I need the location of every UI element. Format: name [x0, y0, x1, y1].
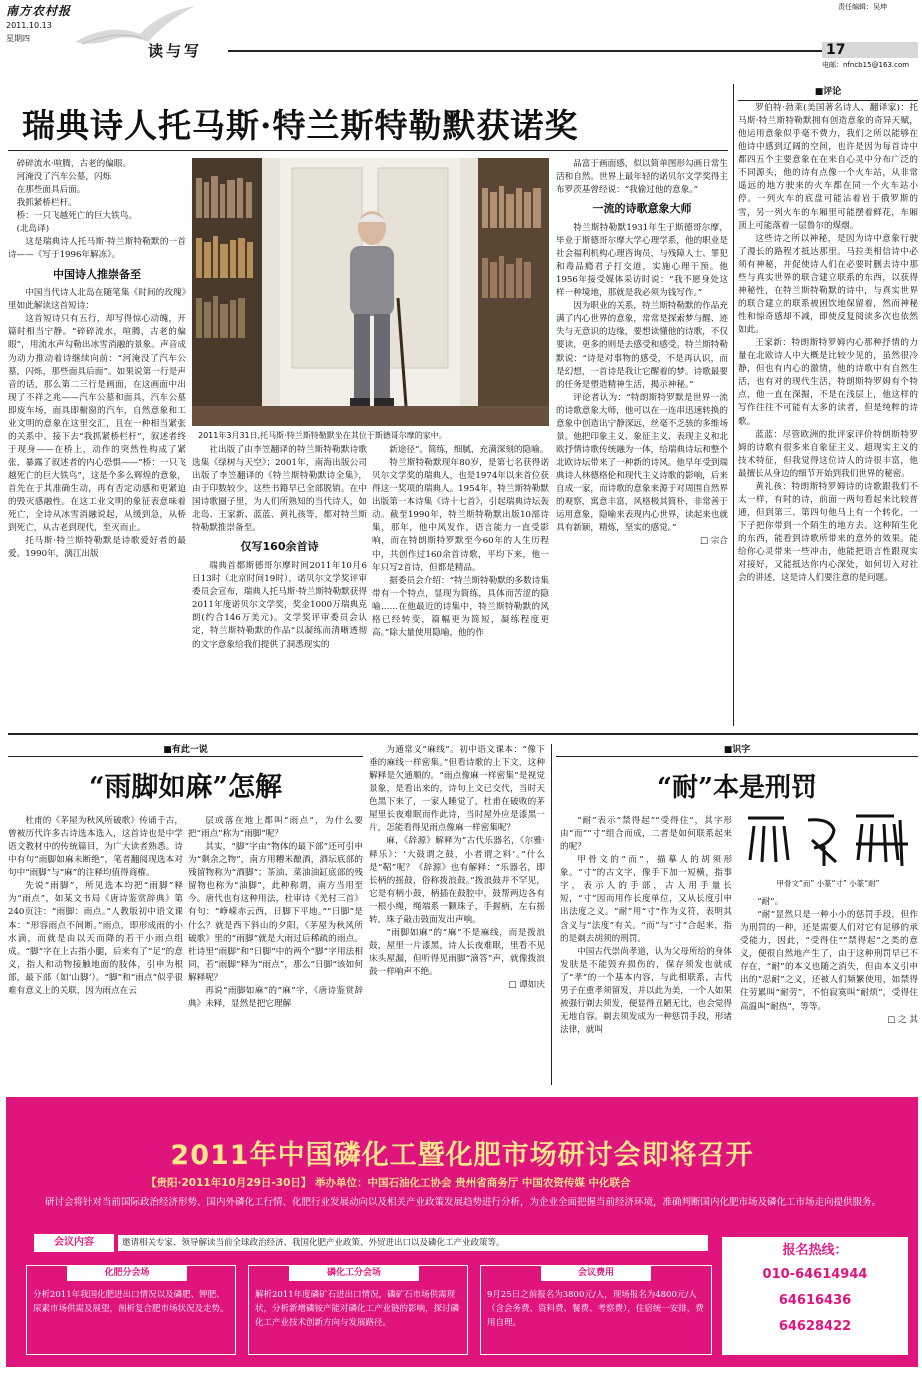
glyph-caption: 甲骨文“而” 小篆“寸” 小篆“耐” — [776, 879, 880, 888]
ad-box-label: 会议费用 — [541, 1265, 651, 1281]
poem-line: 桥：一只飞越死亡的巨大铁鸟。 — [16, 211, 137, 222]
ad-box-label: 磷化工分会场 — [289, 1265, 419, 1281]
main-col-3 — [372, 444, 549, 726]
paragraph: 据委员会介绍：“特兰斯特勒默的多数诗集带有一个特点，显现为简练，具体而苦涩的隐喻……在他最近的诗集中，特兰斯特勒默的风格已经转变，篇幅更为简短，凝练程度更高。”除大量使用隐喻，他的作 — [372, 575, 549, 638]
poem-line: 我抓紧桥栏杆。 — [16, 198, 77, 209]
main-col-4 — [556, 158, 728, 726]
masthead — [0, 0, 922, 69]
lower-left-col-2 — [188, 815, 363, 1085]
ad-box-label: 化肥分会场 — [67, 1265, 187, 1281]
byline: □ 谭如庆 — [508, 980, 545, 991]
poem-line: 河淹没了汽车公墓，闪烁 — [16, 172, 112, 183]
paragraph: 罗伯特·勃莱(美国著名诗人、翻译家)：托马斯·特兰斯特勒默拥有创造意象的奇异天赋，他运用意象似乎毫不费力，我们之所以能够在他诗中感到辽阔的空间，也许是因为每首诗中都四五个主要意象在在来自心灵中分布广泛的不同源头，他的诗有点像一个火车站，从非常遥远的地方驶来的火车都在同一个火车站小停。一列火车的底盘可能沾着岩于俄罗斯的雪，另一列火车的车厢里可能摆着鲜花，车厢顶上可能落着一层鲁尔的煤烟。 — [738, 103, 918, 231]
paragraph: 甲骨文的“而”，描摹人的胡须形象。“寸”的古文字，像手下加一短横，指事字，表示人的手部，古人用手量长短，“寸”因而用作长度单位，又从长度引申出法度之义。“耐”用“寸”作为义符，表明其含义与“法度”有关。“而”与“寸”合起来，指的是剃去胡须的刑罚。 — [560, 855, 732, 944]
ad-info: 【贵阳·2011年10月29日-30日】 举办单位：中国石油化工协会 贵州省商务厅 中国农资传媒 中化联合 — [146, 1177, 631, 1189]
subheading: 一流的诗歌意象大师 — [592, 202, 692, 216]
ad-hotline-label: 报名热线： — [782, 1243, 848, 1258]
issue-date: 2011.10.13 — [6, 21, 52, 30]
paragraph: 黄礼孩：特朗斯特罗姆诗的诗歌跟我们不太一样，有时的诗，前面一两句看起来比较普通，但到第三、第四句他马上有一个转化，一下子把你带到一个陌生的地方去。这种陌生化的东西，能看到诗歌所带来的意外的效果。能给你心灵带来一些冲击，他能把语言性跟现实对接好，又能抵达你内心深处，如何切入对社会的讲述，这是诗人们要注意的是问题。 — [738, 481, 918, 584]
byline: □ 宗合 — [699, 536, 728, 547]
ad-box-fertilizer — [26, 1265, 236, 1355]
paragraph: 这些诗之所以神秘，是因为诗中意象行驶了漫长的路程才抵达那里。马拉美相信诗中必须有神秘，并促使诗人们在必要时删去诗中那些与真实世界的联合建立联系的东西，以获得神秘性，在特兰斯特勒默的诗中，与真实世界的联合建立的联系被困饮地保留着，然而神秘性和惊奇感却不减，即使反复阅读多次也依然如此。 — [738, 233, 918, 336]
paragraph: 这首短诗只有五行，却写得惊心动魄，开篇时相当宁静。“碎碎流水，喧腾，古老的偏眼”，用流水声勾勒出冰雪消融的景象。声音成为动力推动着诗继续向前：“河淹没了汽车公墓，闪烁，那些面具后面”。如果说第一行是声音的话，那么第二三行是画面，在这画面中出现了不祥之兆——汽车公墓和面具，汽车公墓即废车场，面具即橱窗的汽车，自然意象和工业文明的意象在这里交汇，且在一种相当紧张的关系中。接下去“我抓紧桥栏杆”，叙述者终于现身——在桥上，动作的突然性构成了紧张，暴露了叙述者的内心恐惧——“桥：一只飞越死亡的巨大铁鸟”，这是个多么辉煌的意象，首先在于其准确生动，再有否定动感和更紧迫的毁灭感融性。在这工业文明的象征表意味着死亡，全诗从冰雪消融说起，从缓到急，从桥到死亡，从古老到现代，至灭而止。 — [8, 314, 186, 534]
glyph-illustration-icon — [738, 800, 918, 880]
paragraph: 麻，《辞源》解释为“古代乐器名，《尔雅·释乐》：‘大鼓谓之鼓，小者谓之料’。”什么是“鞀”呢？《辞源》也有解释：“乐器名，即长柄的摇鼓，俗称拨浪鼓。”拨浪鼓并不罕见，它是有柄小鼓，柄插在鼓腔中，鼓帮两边各有一根小绳，绳端系一颗珠子，手握柄，左右摇转，珠子敲击鼓面发出声响。 — [369, 836, 545, 925]
subheading: 仅写160余首诗 — [240, 540, 319, 554]
lower-left-col-1 — [8, 815, 183, 1085]
paragraph: 特兰斯特勒默1931年生于斯德哥尔摩，毕业于斯德哥尔摩大学心理学系，他的职业是社会福利机构心理咨询员，与残障人士、罪犯和毒品瘾君子打交道，实施心理干预。他1956年接受媒体采访时说：“我不愿身处这样一种境地，那就是我必须为钱写作。” — [556, 222, 728, 299]
issue-weekday: 星期四 — [6, 34, 30, 43]
paragraph: 评论者认为：“特朗斯特罗默是世界一流的诗歌意象大师，他可以在一连串迅速转换的意象中创造出宁静深远，丝毫不乏骇的多维场景。他把印象主义、象征主义、表现主义和北欧抒情诗歌传统融为一体，给瑞典诗坛和整个北欧诗坛带来了一种新的诗风。他早年受到瑞典诗人林德格伦和现代主义诗歌的影响，后来自成一家，而诗歌的意象来源于对周围自然界的观察，寓意丰富，风格极其简朴，非常善于运用意象，隐喻来表现内心世界，读起来也就具有新颖，精炼，坚实的感觉。” — [556, 392, 728, 534]
paragraph: 品富于画面感，似以简单图形勾画日常生活和自然。世界上最年轻的诺贝尔文学奖得主布罗茨基曾经说：“我偷过他的意象。” — [556, 159, 728, 196]
paragraph: “耐”表示“禁得起”“受得住”，其字形由“而”“寸”组合而成，二者是如何联系起来的呢？ — [560, 816, 732, 853]
ad-description: 研讨会将针对当前国际政治经济形势、国内外磷化工行情、化肥行业发展动向以及相关产业政策发展趋势进行分析，为企业全面把握当前经济环境，准确判断国内化肥市场及磷化工市场走向提供服务。 — [45, 1197, 882, 1208]
paragraph: 先说“雨脚”，所见选本均把“雨脚”释为“雨点”，如某文书局《唐诗鉴赏辞典》第240页注：“雨脚：雨点。”人教版初中语文课本：“形容雨点不间断。”雨点，即形成雨的小水滴，而就是由以天而降的若干小雨点组成。“脚”字在上古指小腿，后来有了“足”的意义，指人和动物接触地面的肢体，引申为根部，最下部（如‘山脚’）。“脚”和“雨点”似乎很难有意义上的关联，因为雨点在云 — [8, 881, 183, 996]
paragraph: 其实，“脚”字由“物体的最下部”还可引申为“剩余之物”，南方用糟米酿酒，酒坛底部的残留物称为“酒脚”；茶油、菜油油缸底部的残留物也称为“油脚”，此种称谓，南方当用至今。唐代也有这种用法，杜审诗《羌村三首》有句：“峥嵘赤云西，日脚下平地。”“日脚”是什么？就是西下斜山的夕阳，《茅屋为秋风所破歌》里的“雨脚”就是大雨过后稀疏的雨点。杜诗里“雨脚”和“日脚”中的两个“脚”字用法相同，若“雨脚”释为“雨点”，那么“日脚”该如何解释呢？ — [188, 842, 363, 983]
paragraph: 王家新：特朗斯特罗姆内心那种抒情的力量在北欧诗人中大概是比较少见的，虽然很冷静，但也有内心的激情，他的诗歌中有自然生活，也有对的现代生活，特朗斯特罗姆有个特点，他一直在深掘，不是在浅层上，他这样的写作往往不可能有太多的读者，但是纯粹的诗歌。 — [738, 338, 918, 427]
ad-content-text: 邀请相关专家、领导解读当前全球政治经济、我国化肥产业政策、外贸进出口以及磷化工产业政策等。 — [118, 1235, 708, 1251]
paragraph: 为通常义“麻线”。初中语文课本：“像下垂的麻线一样密集。”但看诗歌的上下文，这种解释是欠通顺的。“雨点像麻一样密集”是视觉景象，是看出来的，诗句上文已交代，当时天色黑下来了，一家人睡觉了，杜甫在破败的茅屋里长夜难眠而作此诗，当时屋外应是漆黑一片，怎能看得见雨点像麻一样密集呢？ — [369, 745, 545, 834]
newspaper-logo: 南方农村报 — [6, 4, 72, 18]
lower-right-title: “耐”本是刑罚 — [657, 773, 817, 803]
ad-phone-3: 64628422 — [778, 1319, 852, 1334]
ancient-glyphs — [738, 800, 918, 890]
paragraph: 中国古代崇尚孝道，认为父母所给的身体发肤是不能毁弃损伤的，保存须发也就成了“孝”的一个基本内容，与此相联系，古代男子在重孝须留发，并以此为美，一个人如果被强行剃去须发，便显得丑陋无比，也会觉得无地自容。剃去须发成为一种惩罚手段，形诸法律，就叫 — [560, 946, 732, 1035]
paragraph: 中国当代诗人北岛在随笔集《时间的玫瑰》里如此解读这首短诗： — [8, 288, 186, 312]
ad-content-label: 会议内容 — [34, 1234, 114, 1252]
paragraph: 托马斯·特兰斯特勒默是诗歌爱好者的最爱。1990年，漓江出版 — [8, 536, 186, 560]
paragraph: 再说“雨脚如麻”的“麻”字，《唐诗鉴赏辞典》未释，显然是把它理解 — [188, 985, 363, 1009]
ad-box-phosphorus — [248, 1265, 468, 1355]
paragraph: 蓝蓝：尽管欧洲的批评家评价特朗斯特罗姆的诗歌有很多来自象征主义、超现实主义的技术特征，但我觉得这位诗人的诗很丰富，他最擅长从身边的细节开始到我们世界的秘密。 — [738, 429, 918, 479]
paragraph: 特兰斯特勒默现年80岁，是第七名获得诺贝尔文学奖的瑞典人，也是1974年以来首位获得这一奖项的瑞典人。1954年，特兰斯特勒默出版第一本诗集《诗十七首》，引起瑞典诗坛轰动。截至1990年，特兰斯特勒默出版10部诗集，那年，他中风发作，语言能力一直受影响，而在特朗斯特罗默至今60年的人生历程中，共创作过160余首诗歌，平均下来，他一年只写2首诗，但都是精品。 — [372, 458, 549, 573]
lower-right-label: ■识字 — [723, 745, 751, 755]
ad-box-text: 9月25日之前报名为3800元/人，现场报名为4800元/人（含会务费、资料费、餐费、考察费），住宿统一安排，费用自理。 — [487, 1290, 704, 1328]
poem-line: (北岛译) — [16, 224, 50, 235]
paragraph: 社出版了由李笠翻译的特兰斯特勒默诗歌选集《绿树与天空》；2001年，南海出版公司出版了李笠翻译的《特兰斯特勒默诗全集》，由于印数较少，这些书籍早已全部脱销。在中国诗歌圈子里，为人们所熟知的当代诗人，如北岛、王家新、蓝蓝、黄礼孩等，都对特兰斯特勒默推崇备至。 — [192, 445, 367, 534]
ad-box-text: 分析2011年我国化肥进出口情况以及磷肥、钾肥、尿素市场供需及展望，剖析复合肥市场状况及走势。 — [33, 1290, 229, 1314]
byline: □ 之 其 — [887, 1014, 918, 1025]
page-number: 17 — [822, 42, 918, 58]
paragraph: 杜甫的《茅屋为秋风所破歌》传诵千古，曾被历代许多古诗选本选入，这首诗也是中学语文教材中的传统篇目，为广大读者熟悉。诗中有句“雨脚如麻未断绝”，笔者翻阅现选本对句中“雨脚”与“麻”的注释均值得商榷。 — [8, 816, 183, 879]
ad-box-text: 解析2011年度磷矿石进出口情况，磷矿石市场供需现状，分析新增磷铵产能对磷化工产业链的影响，探讨磷化工产业技术创新方向与发展路径。 — [255, 1290, 460, 1328]
lower-right-col-1 — [560, 815, 732, 1085]
review-label: ■评论 — [814, 87, 842, 97]
paragraph: 新途径”。简练，细腻，充满深刻的隐喻。 — [389, 445, 549, 455]
paragraph: 这是瑞典诗人托马斯·特兰斯特勒默的一首诗——《写于1996年解冻》。 — [8, 237, 186, 261]
ad-title: 2011年中国磷化工暨化肥市场研讨会即将召开 — [170, 1140, 754, 1171]
poem-line: 碎碎流水·喧腾，古老的偏眼。 — [16, 159, 132, 169]
lower-left-col-3 — [369, 744, 545, 1085]
lower-left-title: “雨脚如麻”怎解 — [88, 772, 283, 803]
review-column — [738, 102, 918, 726]
advertisement — [6, 1097, 918, 1367]
paragraph: 因为职业的关系，特兰斯特勒默的作品充满了内心世界的意象，常常是探索梦与醒、迹失与无意识的边缘，要想读懂他的诗歌，不仅要读，更多的则是去感受和感受。特兰斯特勒默说：“诗是对事物的感受，不是再认识，而是幻想，一首诗是我让它醒着的梦。诗歌最要的任务是塑造精神生活，揭示神秘。” — [556, 301, 728, 390]
ad-hotline-panel — [722, 1237, 908, 1355]
editor-credit: 责任编辑：吴坤 — [838, 3, 887, 11]
photo-caption: 2011年3月31日,托马斯·特兰斯特勒默坐在其位于斯德哥尔摩的家中。 — [198, 431, 447, 440]
main-col-2 — [192, 444, 367, 726]
subheading: 中国诗人推崇备至 — [53, 267, 141, 281]
lower-left-label: ■有此一说 — [163, 745, 208, 755]
poem-line: 在那些面具后面。 — [16, 185, 86, 196]
main-col-1 — [8, 158, 186, 726]
paragraph: 瑞典首都斯德哥尔摩时间2011年10月6日13时（北京时间19时），诺贝尔文学奖评审委员会宣布，瑞典人托马斯·特兰斯特勒默获得2011年度诺贝尔文学奖，奖金1000万瑞典克朗(约合146万美元)。文学奖评审委员会认定，特兰斯特勒默的作品“以凝练而清晰透彻的文字意象给我们提供了洞悉现实的 — [192, 561, 367, 650]
main-headline: 瑞典诗人托马斯·特兰斯特勒默获诺奖 — [22, 106, 579, 145]
paragraph: “耐”。 — [757, 897, 784, 907]
photo-tranströmer — [192, 158, 549, 426]
ad-box-fees — [480, 1265, 712, 1355]
paragraph: 层或落在地上都叫“雨点”，为什么要把“雨点”称为“雨脚”呢？ — [188, 816, 363, 840]
ad-phone-2: 64616436 — [778, 1293, 852, 1308]
lower-right-col-2 — [740, 896, 918, 1085]
ad-phone-1: 010-64614944 — [762, 1267, 868, 1282]
paragraph: “雨脚如麻”的“麻”不是麻线，而是拨浪鼓，屋里一片漆黑，诗人长夜难眠，里看不见床头屋漏，但听得见雨脚“滴答”声，就像拨浪鼓一样响声不绝。 — [369, 927, 545, 978]
section-name: 读与写 — [148, 42, 203, 60]
editor-email: 电邮：nfncb15@163.com — [822, 61, 910, 69]
paragraph: “耐”显然只是一种小小的惩罚手段，但作为刑罚的一种，还是需要人们对它有足够的承受能力，因此，“受得住”“禁得起”之类的意义，便很自然地产生了，由于这种刑罚早已不存在，“耐”的本义也随之消失，但由本义引申出的“忍耐”之义，还被人们频繁使用，如禁得住劳累叫“耐劳”，不怕寂寞叫“耐烦”，受得住高温叫“耐热”，等等。 — [740, 910, 918, 1012]
